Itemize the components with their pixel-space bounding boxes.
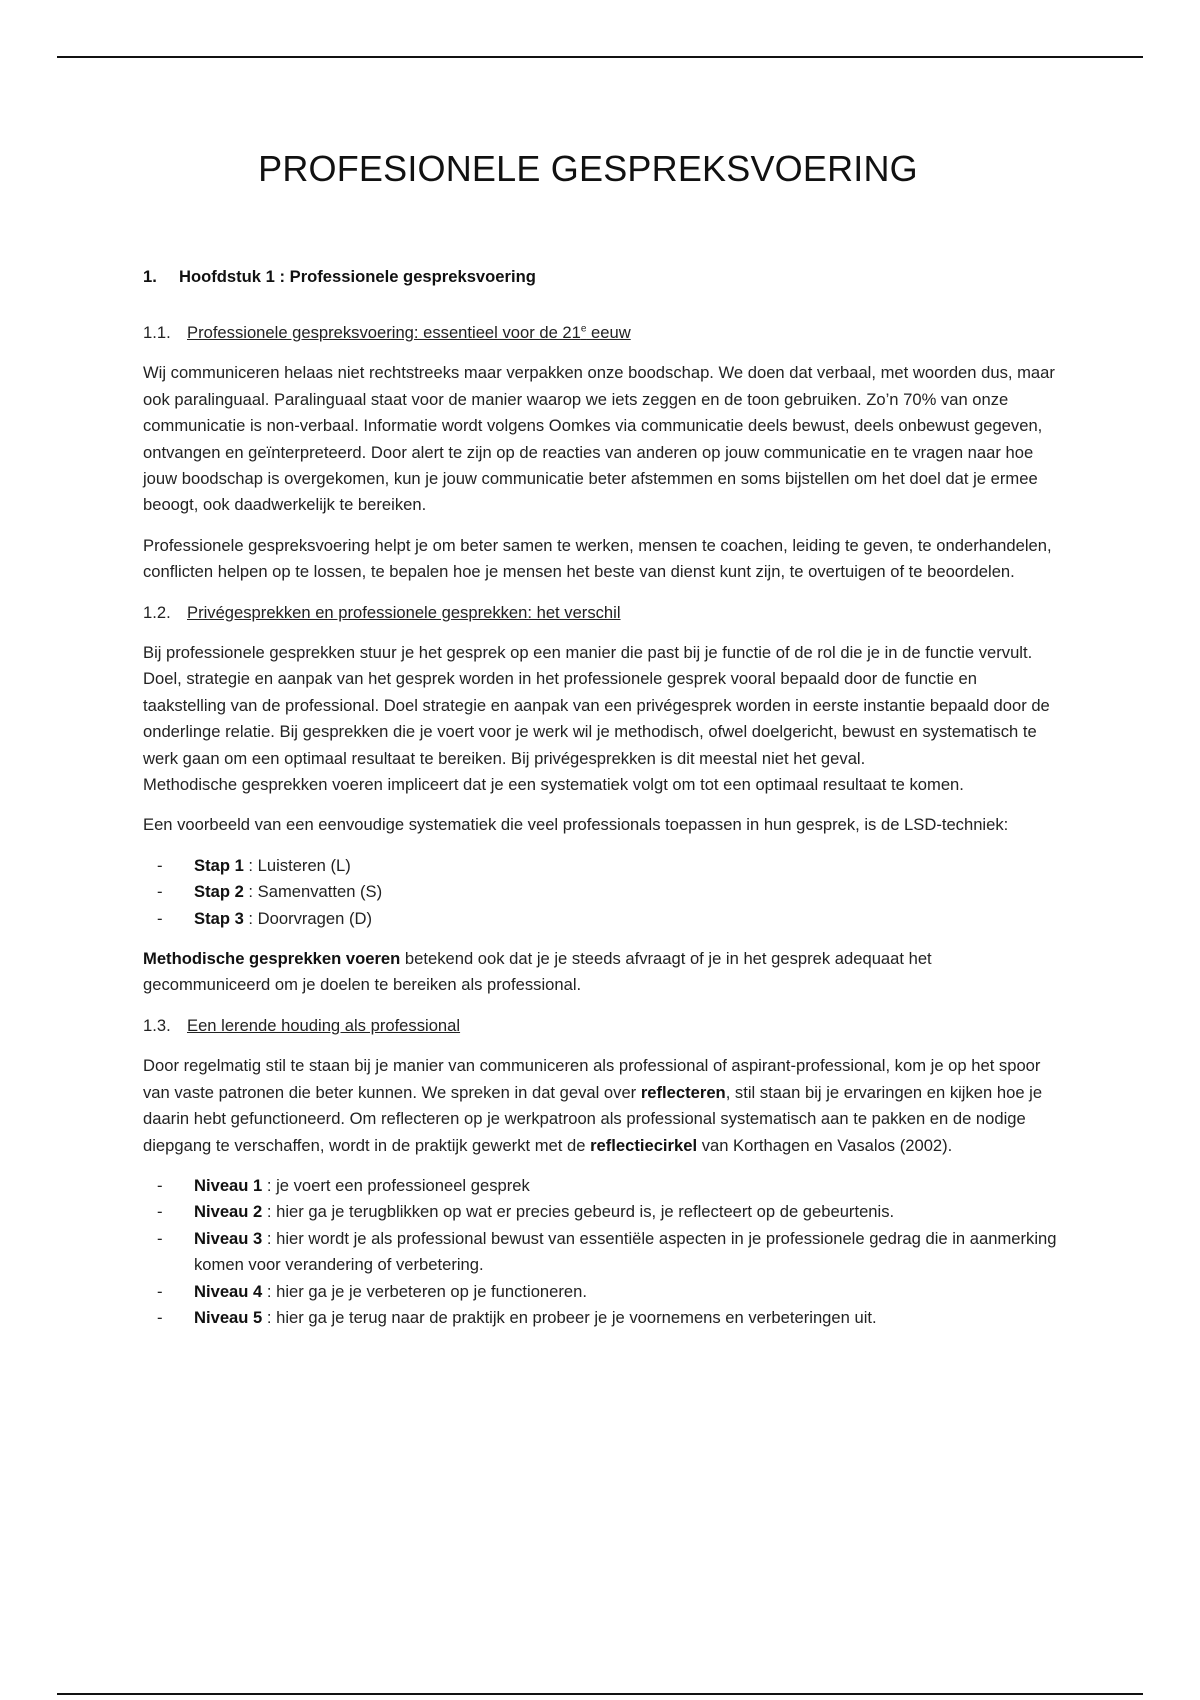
chapter-title: Hoofdstuk 1 : Professionele gespreksvoering: [179, 267, 536, 286]
section-title: [187, 323, 631, 342]
item-text: : hier ga je je verbeteren op je functioneren.: [262, 1281, 587, 1301]
document-title: PROFESIONELE GESPREKSVOERING: [258, 148, 918, 189]
reflection-levels-list: [143, 1173, 1063, 1331]
item-label: Niveau 5: [194, 1307, 263, 1327]
item-text: : Luisteren (L): [243, 855, 351, 875]
header-rule: [57, 56, 1143, 58]
superscript: e: [580, 323, 587, 335]
section-title: Een lerende houding als professional: [187, 1015, 461, 1035]
paragraph: [143, 946, 1063, 999]
section-1-3-heading: [143, 1013, 1063, 1039]
item-text: : je voert een professioneel gesprek: [262, 1175, 530, 1195]
list-item: [143, 1279, 1063, 1305]
section-number: 1.1.: [143, 322, 171, 342]
list-dash: -: [157, 855, 163, 875]
paragraph-line: Bij professionele gesprekken stuur je het gesprek op een manier die past bij je functie of de rol die je in de functie vervult. Doel, strategie en aanpak van het gesprek worden in het professionele gesprek vooral bepaald door de functie en taakstelling van de professional. Doel strategie en aanpak van een privégesprek worden in eerste instantie bepaald door de onderlinge relatie. Bij gesprekken die je voert voor je werk wil je methodisch, ofwel doelgericht, bewust en systematisch te werk gaan om een optimaal resultaat te bereiken. Bij privégesprekken is dit meestal niet het geval.: [143, 643, 1050, 768]
bold-text: Methodische gesprekken voeren: [143, 949, 401, 969]
list-item: [143, 1199, 1063, 1225]
section-1-1-heading: [143, 316, 1063, 346]
paragraph-text: Door regelmatig stil te staan bij je manier van communiceren als professional of aspirant-professional, kom je op het spoor van vaste patronen die beter kunnen. We spreken in dat geval over: [143, 1056, 1041, 1102]
list-dash: -: [157, 1202, 163, 1222]
list-dash: -: [157, 882, 163, 902]
document-body: [143, 264, 1063, 1345]
list-dash: -: [157, 1307, 163, 1327]
bold-text: reflectiecirkel: [590, 1135, 698, 1155]
section-number: 1.2.: [143, 602, 171, 622]
paragraph: Wij communiceren helaas niet rechtstreeks maar verpakken onze boodschap. We doen dat verbaal, met woorden dus, maar ook paralinguaal. Paralinguaal staat voor de manier waarop we iets zeggen en de toon gebruiken. Zo’n 70% van onze communicatie is non-verbaal. Informatie wordt volgens Oomkes via communicatie deels bewust, deels onbewust gegeven, ontvangen en geïnterpreteerd. Door alert te zijn op de reacties van anderen op jouw communicatie en te vragen naar hoe jouw boodschap is overgekomen, kun je jouw communicatie beter afstemmen en soms bijstellen om het doel dat je ermee beoogt, ook daadwerkelijk te bereiken.: [143, 363, 1055, 515]
footer-rule: [57, 1693, 1143, 1695]
list-dash: -: [157, 1175, 163, 1195]
item-text: : Doorvragen (D): [243, 908, 372, 928]
item-label: Stap 2: [194, 882, 244, 902]
section-title-part: eeuw: [586, 322, 631, 342]
paragraph: Een voorbeeld van een eenvoudige systematiek die veel professionals toepassen in hun gesprek, is de LSD-techniek:: [143, 815, 1009, 835]
paragraph-text: van Korthagen en Vasalos (2002).: [697, 1135, 953, 1155]
chapter-number: 1.: [143, 267, 157, 286]
list-dash: -: [157, 908, 163, 928]
paragraph: Professionele gespreksvoering helpt je om beter samen te werken, mensen te coachen, leiding te geven, te onderhandelen, conflicten helpen op te lossen, te bepalen hoe je mensen het beste van dienst kunt zijn, te overtuigen of te beoordelen.: [143, 535, 1052, 582]
section-1-2-heading: [143, 600, 1063, 626]
list-item: [143, 853, 1063, 879]
list-item: [143, 1305, 1063, 1331]
lsd-steps-list: [143, 853, 1063, 932]
list-dash: -: [157, 1281, 163, 1301]
paragraph-text: betekend ook dat je je steeds afvraagt of je in het gesprek adequaat het gecommuniceerd om je doelen te bereiken als professional.: [143, 949, 932, 995]
paragraph: [143, 640, 1063, 798]
item-label: Niveau 2: [194, 1202, 263, 1222]
list-item: [143, 1173, 1063, 1199]
item-label: Niveau 3: [194, 1228, 263, 1248]
bold-text: reflecteren: [640, 1082, 726, 1102]
paragraph-text: , stil staan bij je ervaringen en kijken hoe je daarin hebt gefunctioneerd. Om reflecteren op je werkpatroon als professional systematisch aan te pakken en de nodige diepgang te verschaffen, wordt in de praktijk gewerkt met de: [143, 1082, 1043, 1155]
item-text: : hier wordt je als professional bewust van essentiële aspecten in je professionele gedrag die in aanmerking komen voor verandering of verbetering.: [194, 1228, 1057, 1275]
item-text: : hier ga je terugblikken op wat er precies gebeurd is, je reflecteert op de gebeurtenis.: [262, 1202, 895, 1222]
paragraph: [143, 1053, 1063, 1159]
item-text: : hier ga je terug naar de praktijk en probeer je je voornemens en verbeteringen uit.: [262, 1307, 877, 1327]
section-number: 1.3.: [143, 1015, 171, 1035]
item-label: Stap 1: [194, 855, 244, 875]
item-label: Stap 3: [194, 908, 244, 928]
item-label: Niveau 4: [194, 1281, 263, 1301]
item-label: Niveau 1: [194, 1175, 263, 1195]
chapter-heading: [143, 264, 1063, 290]
paragraph-line: Methodische gesprekken voeren impliceert dat je een systematiek volgt om tot een optimaal resultaat te komen.: [143, 775, 964, 795]
list-item: [143, 906, 1063, 932]
section-title-part: Professionele gespreksvoering: essentieel voor de 21: [187, 322, 581, 342]
list-item: [143, 1226, 1063, 1279]
list-dash: -: [157, 1228, 163, 1248]
section-title: Privégesprekken en professionele gesprekken: het verschil: [187, 602, 621, 622]
item-text: : Samenvatten (S): [243, 882, 383, 902]
list-item: [143, 879, 1063, 905]
